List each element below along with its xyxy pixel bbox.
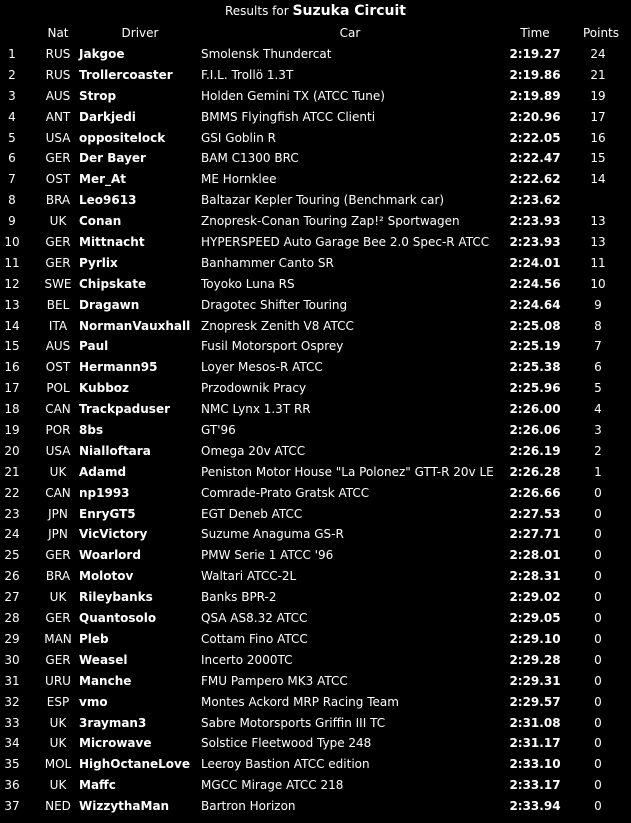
table-row: [0, 295, 631, 316]
points-cell: 2: [594, 443, 602, 458]
car-name-cell: BAM C1300 BRC: [201, 151, 299, 166]
car-name-cell: Montes Ackord MRP Racing Team: [201, 694, 399, 709]
position-cell: 19: [4, 423, 20, 438]
nationality-cell: UK: [49, 715, 67, 730]
car-name-cell: Suzume Anaguma GS-R: [201, 527, 344, 542]
lap-time-cell: 2:26.00: [509, 402, 561, 417]
car-name-cell: Leeroy Bastion ATCC edition: [201, 757, 370, 772]
nationality-cell: USA: [45, 443, 71, 458]
points-cell: 0: [594, 673, 602, 688]
position-cell: 36: [4, 778, 20, 793]
table-row: [0, 671, 631, 692]
position-cell: 10: [4, 235, 20, 250]
lap-time-cell: 2:25.19: [509, 339, 561, 354]
driver-name-cell: Hermann95: [79, 360, 158, 375]
position-cell: 31: [4, 673, 20, 688]
driver-name-cell: Trollercoaster: [79, 67, 173, 82]
points-cell: 0: [594, 527, 602, 542]
car-name-cell: Waltari ATCC-2L: [201, 569, 297, 584]
car-name-cell: Cottam Fino ATCC: [201, 631, 308, 646]
position-cell: 21: [4, 464, 20, 479]
table-row: [0, 504, 631, 525]
lap-time-cell: 2:24.64: [509, 297, 561, 312]
lap-time-cell: 2:29.28: [509, 652, 561, 667]
nationality-cell: RUS: [45, 47, 71, 61]
results-table: [0, 44, 631, 817]
nationality-cell: CAN: [45, 402, 71, 417]
table-row: [0, 483, 631, 504]
points-cell: 10: [590, 276, 606, 291]
position-cell: 20: [4, 443, 20, 458]
lap-time-cell: 2:29.31: [509, 673, 561, 688]
position-cell: 2: [8, 67, 16, 82]
driver-name-cell: 3rayman3: [79, 715, 147, 730]
table-row: [0, 232, 631, 253]
lap-time-cell: 2:22.05: [509, 130, 561, 145]
nationality-cell: GER: [45, 548, 71, 563]
points-cell: 0: [594, 631, 602, 646]
nationality-cell: MOL: [44, 757, 72, 772]
nationality-cell: RUS: [45, 67, 71, 82]
table-row: [0, 754, 631, 775]
points-cell: 0: [594, 569, 602, 584]
points-cell: 21: [590, 67, 606, 82]
lap-time-cell: 2:25.96: [509, 381, 561, 396]
title-prefix: Results for: [224, 4, 289, 18]
lap-time-cell: 2:29.05: [509, 611, 561, 626]
position-cell: 23: [4, 506, 20, 521]
points-cell: 19: [590, 88, 606, 103]
nationality-cell: NED: [45, 799, 71, 814]
nationality-cell: AUS: [45, 88, 71, 103]
position-cell: 7: [8, 172, 16, 187]
lap-time-cell: 2:22.47: [509, 151, 561, 166]
points-cell: [575, 190, 621, 211]
car-name-cell: GT'96: [201, 423, 236, 438]
position-cell: 15: [4, 339, 20, 354]
lap-time-cell: 2:24.01: [509, 255, 561, 270]
table-row: [0, 253, 631, 274]
driver-name-cell: Manche: [79, 673, 132, 688]
nationality-cell: ANT: [45, 109, 71, 124]
table-row: [0, 775, 631, 796]
points-cell: 0: [594, 590, 602, 605]
lap-time-cell: 2:28.31: [509, 569, 561, 584]
table-row: [0, 107, 631, 128]
results-title: [0, 0, 631, 22]
table-row: [0, 441, 631, 462]
nationality-cell: MAN: [44, 631, 72, 646]
table-row: [0, 399, 631, 420]
car-name-cell: Incerto 2000TC: [201, 652, 293, 667]
position-cell: 4: [8, 109, 16, 124]
nationality-cell: ESP: [46, 694, 70, 709]
nationality-cell: UK: [49, 590, 67, 605]
lap-time-cell: 2:23.93: [509, 214, 561, 229]
lap-time-cell: 2:26.06: [509, 423, 561, 438]
nationality-cell: BRA: [45, 193, 71, 208]
position-cell: 1: [8, 47, 16, 61]
column-header-time: Time: [520, 26, 550, 40]
driver-name-cell: np1993: [79, 485, 130, 500]
lap-time-cell: 2:29.02: [509, 590, 561, 605]
lap-time-cell: 2:31.08: [509, 715, 561, 730]
position-cell: 30: [4, 652, 20, 667]
points-cell: 5: [594, 381, 602, 396]
car-name-cell: Loyer Mesos-R ATCC: [201, 360, 323, 375]
points-cell: 16: [590, 130, 606, 145]
table-row: [0, 462, 631, 483]
table-row: [0, 211, 631, 232]
driver-name-cell: WizzythaMan: [79, 799, 170, 814]
lap-time-cell: 2:33.10: [509, 757, 561, 772]
points-cell: 0: [594, 736, 602, 751]
points-cell: 0: [594, 778, 602, 793]
table-row: [0, 713, 631, 734]
lap-time-cell: 2:19.89: [509, 88, 561, 103]
car-name-cell: NMC Lynx 1.3T RR: [201, 402, 311, 417]
nationality-cell: GER: [45, 652, 71, 667]
table-row: [0, 692, 631, 713]
lap-time-cell: 2:33.94: [509, 799, 561, 814]
nationality-cell: UK: [49, 736, 67, 751]
points-cell: 11: [590, 255, 606, 270]
driver-name-cell: HighOctaneLove: [79, 757, 190, 772]
driver-name-cell: Weasel: [79, 652, 128, 667]
driver-name-cell: Leo9613: [79, 193, 137, 208]
driver-name-cell: Adamd: [79, 464, 127, 479]
points-cell: 0: [594, 506, 602, 521]
nationality-cell: POR: [45, 423, 71, 438]
position-cell: 37: [4, 799, 20, 814]
nationality-cell: JPN: [48, 527, 68, 542]
position-cell: 27: [4, 590, 20, 605]
car-name-cell: Smolensk Thundercat: [201, 47, 332, 61]
points-cell: 0: [594, 799, 602, 814]
lap-time-cell: 2:19.27: [509, 47, 561, 61]
nationality-cell: GER: [45, 255, 71, 270]
driver-name-cell: NormanVauxhall: [79, 318, 191, 333]
driver-name-cell: Darkjedi: [79, 109, 136, 124]
lap-time-cell: 2:33.17: [509, 778, 561, 793]
position-cell: 12: [4, 276, 20, 291]
driver-name-cell: Quantosolo: [79, 611, 157, 626]
driver-name-cell: Chipskate: [79, 276, 147, 291]
position-cell: 26: [4, 569, 20, 584]
position-cell: 24: [4, 527, 20, 542]
nationality-cell: OST: [45, 360, 71, 375]
position-cell: 25: [4, 548, 20, 563]
car-name-cell: MGCC Mirage ATCC 218: [201, 778, 344, 793]
column-header-points: Points: [582, 26, 620, 40]
points-cell: 4: [594, 402, 602, 417]
position-cell: 11: [4, 255, 20, 270]
table-row: [0, 44, 631, 65]
position-cell: 34: [4, 736, 20, 751]
lap-time-cell: 2:28.01: [509, 548, 561, 563]
table-row: [0, 274, 631, 295]
table-row: [0, 357, 631, 378]
car-name-cell: GSI Goblin R: [201, 130, 276, 145]
position-cell: 29: [4, 631, 20, 646]
car-name-cell: Peniston Motor House "La Polonez" GTT-R 20v LE: [201, 464, 494, 479]
driver-name-cell: Molotov: [79, 569, 134, 584]
table-row: [0, 733, 631, 754]
table-row: [0, 86, 631, 107]
column-header-car: Car: [339, 26, 361, 40]
driver-name-cell: VicVictory: [79, 527, 148, 542]
table-row: [0, 629, 631, 650]
car-name-cell: Baltazar Kepler Touring (Benchmark car): [201, 193, 445, 208]
car-name-cell: QSA AS8.32 ATCC: [201, 611, 308, 626]
car-name-cell: Bartron Horizon: [201, 799, 296, 814]
car-name-cell: PMW Serie 1 ATCC '96: [201, 548, 334, 563]
table-row: [0, 524, 631, 545]
table-row: [0, 587, 631, 608]
nationality-cell: AUS: [45, 339, 71, 354]
lap-time-cell: 2:23.62: [509, 193, 561, 208]
car-name-cell: Banks BPR-2: [201, 590, 277, 605]
nationality-cell: OST: [45, 172, 71, 187]
driver-name-cell: Kubboz: [79, 381, 130, 396]
points-cell: 14: [590, 172, 606, 187]
table-row: [0, 420, 631, 441]
driver-name-cell: Mer_At: [79, 172, 127, 187]
lap-time-cell: 2:23.93: [509, 235, 561, 250]
points-cell: 3: [594, 423, 602, 438]
driver-name-cell: Pyrlix: [79, 255, 118, 270]
points-cell: 1: [594, 464, 602, 479]
nationality-cell: SWE: [44, 276, 72, 291]
driver-name-cell: Maffc: [79, 778, 116, 793]
nationality-cell: BEL: [46, 297, 70, 312]
lap-time-cell: 2:31.17: [509, 736, 561, 751]
position-cell: 13: [4, 297, 20, 312]
points-cell: 0: [594, 715, 602, 730]
table-header: [0, 22, 631, 44]
position-cell: 14: [4, 318, 20, 333]
lap-time-cell: 2:20.96: [509, 109, 561, 124]
car-name-cell: Przodownik Pracy: [201, 381, 307, 396]
points-cell: 0: [594, 694, 602, 709]
car-name-cell: Dragotec Shifter Touring: [201, 297, 348, 312]
position-cell: 9: [8, 214, 16, 229]
position-cell: 18: [4, 402, 20, 417]
table-row: [0, 128, 631, 149]
nationality-cell: GER: [45, 151, 71, 166]
driver-name-cell: Trackpaduser: [79, 402, 170, 417]
points-cell: 6: [594, 360, 602, 375]
car-name-cell: ME Hornklee: [201, 172, 277, 187]
nationality-cell: POL: [46, 381, 70, 396]
points-cell: 8: [594, 318, 602, 333]
driver-name-cell: oppositelock: [79, 130, 166, 145]
table-row: [0, 169, 631, 190]
table-row: [0, 190, 631, 211]
position-cell: 5: [8, 130, 16, 145]
table-row: [0, 316, 631, 337]
driver-name-cell: vmo: [79, 694, 108, 709]
driver-name-cell: 8bs: [79, 423, 104, 438]
lap-time-cell: 2:27.71: [509, 527, 561, 542]
table-row: [0, 148, 631, 169]
points-cell: 7: [594, 339, 602, 354]
nationality-cell: UK: [49, 464, 67, 479]
points-cell: 0: [594, 548, 602, 563]
points-cell: 0: [594, 485, 602, 500]
points-cell: 24: [590, 47, 606, 61]
lap-time-cell: 2:29.10: [509, 631, 561, 646]
lap-time-cell: 2:26.66: [509, 485, 561, 500]
nationality-cell: GER: [45, 235, 71, 250]
nationality-cell: BRA: [45, 569, 71, 584]
lap-time-cell: 2:29.57: [509, 694, 561, 709]
car-name-cell: EGT Deneb ATCC: [201, 506, 303, 521]
points-cell: 15: [590, 151, 606, 166]
position-cell: 22: [4, 485, 20, 500]
table-row: [0, 336, 631, 357]
driver-name-cell: Jakgoe: [79, 47, 125, 61]
table-row: [0, 545, 631, 566]
nationality-cell: UK: [49, 778, 67, 793]
track-name: Suzuka Circuit: [292, 3, 406, 19]
table-row: [0, 65, 631, 86]
position-cell: 28: [4, 611, 20, 626]
driver-name-cell: Pleb: [79, 631, 109, 646]
driver-name-cell: Dragawn: [79, 297, 140, 312]
points-cell: 13: [590, 235, 606, 250]
lap-time-cell: 2:24.56: [509, 276, 561, 291]
car-name-cell: HYPERSPEED Auto Garage Bee 2.0 Spec-R ATCC: [201, 235, 490, 250]
car-name-cell: Holden Gemini TX (ATCC Tune): [201, 88, 385, 103]
position-cell: 32: [4, 694, 20, 709]
car-name-cell: Banhammer Canto SR: [201, 255, 334, 270]
points-cell: 13: [590, 214, 606, 229]
driver-name-cell: Strop: [79, 88, 117, 103]
points-cell: 0: [594, 757, 602, 772]
position-cell: 17: [4, 381, 20, 396]
lap-time-cell: 2:27.53: [509, 506, 561, 521]
car-name-cell: Solstice Fleetwood Type 248: [201, 736, 372, 751]
table-row: [0, 566, 631, 587]
driver-name-cell: Der Bayer: [79, 151, 146, 166]
table-row: [0, 650, 631, 671]
car-name-cell: Znopresk-Conan Touring Zap!² Sportwagen: [201, 214, 460, 229]
car-name-cell: F.I.L. Trollö 1.3T: [201, 67, 294, 82]
driver-name-cell: EnryGT5: [79, 506, 136, 521]
lap-time-cell: 2:26.28: [509, 464, 561, 479]
position-cell: 8: [8, 193, 16, 208]
driver-name-cell: Rileybanks: [79, 590, 153, 605]
table-row: [0, 796, 631, 817]
position-cell: 6: [8, 151, 16, 166]
car-name-cell: Toyoko Luna RS: [201, 276, 295, 291]
lap-time-cell: 2:25.08: [509, 318, 561, 333]
lap-time-cell: 2:25.38: [509, 360, 561, 375]
position-cell: 3: [8, 88, 16, 103]
nationality-cell: JPN: [48, 506, 68, 521]
lap-time-cell: 2:22.62: [509, 172, 561, 187]
nationality-cell: ITA: [48, 318, 68, 333]
column-header-nat: Nat: [47, 26, 69, 40]
position-cell: 35: [4, 757, 20, 772]
column-header-driver: Driver: [121, 26, 159, 40]
nationality-cell: CAN: [45, 485, 71, 500]
lap-time-cell: 2:26.19: [509, 443, 561, 458]
car-name-cell: Omega 20v ATCC: [201, 443, 306, 458]
car-name-cell: Comrade-Prato Gratsk ATCC: [201, 485, 370, 500]
nationality-cell: GER: [45, 611, 71, 626]
table-row: [0, 608, 631, 629]
nationality-cell: USA: [45, 130, 71, 145]
driver-name-cell: Conan: [79, 214, 122, 229]
nationality-cell: UK: [49, 214, 67, 229]
points-cell: 0: [594, 611, 602, 626]
lap-time-cell: 2:19.86: [509, 67, 561, 82]
car-name-cell: Fusil Motorsport Osprey: [201, 339, 344, 354]
table-row: [0, 378, 631, 399]
driver-name-cell: Woarlord: [79, 548, 141, 563]
car-name-cell: Znopresk Zenith V8 ATCC: [201, 318, 354, 333]
driver-name-cell: Paul: [79, 339, 109, 354]
points-cell: 17: [590, 109, 606, 124]
position-cell: 33: [4, 715, 20, 730]
car-name-cell: Sabre Motorsports Griffin III TC: [201, 715, 386, 730]
points-cell: 9: [594, 297, 602, 312]
driver-name-cell: Nialloftara: [79, 443, 151, 458]
position-cell: 16: [4, 360, 20, 375]
driver-name-cell: Microwave: [79, 736, 152, 751]
car-name-cell: FMU Pampero MK3 ATCC: [201, 673, 348, 688]
nationality-cell: URU: [45, 673, 71, 688]
driver-name-cell: Mittnacht: [79, 235, 145, 250]
car-name-cell: BMMS Flyingfish ATCC Clienti: [201, 109, 376, 124]
points-cell: 0: [594, 652, 602, 667]
